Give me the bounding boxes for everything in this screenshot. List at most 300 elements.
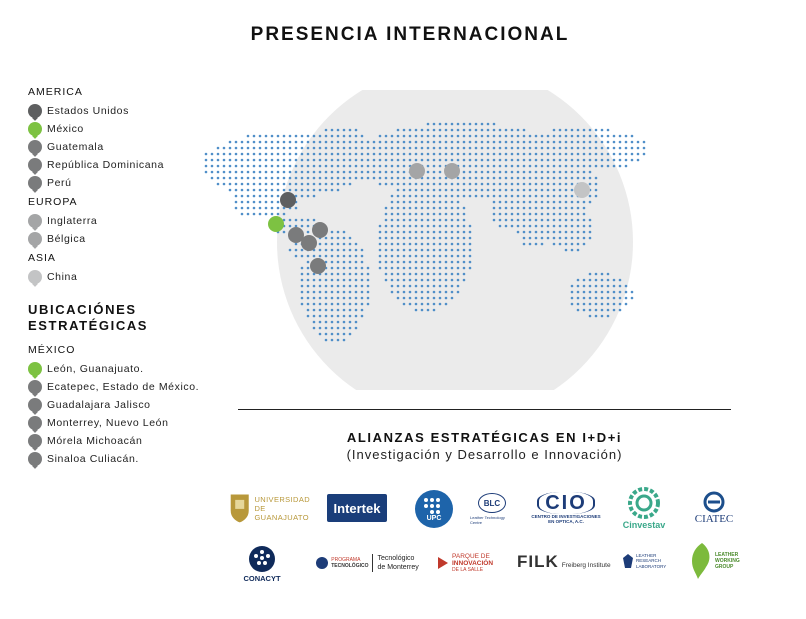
map-dot <box>331 159 334 162</box>
map-dot <box>445 141 448 144</box>
map-dot <box>337 315 340 318</box>
map-dot <box>421 285 424 288</box>
map-dot <box>463 237 466 240</box>
pin-china <box>574 182 590 198</box>
map-dot <box>451 231 454 234</box>
map-dot <box>421 273 424 276</box>
map-dot <box>271 195 274 198</box>
map-dot <box>595 291 598 294</box>
map-dot <box>277 159 280 162</box>
map-dot <box>547 177 550 180</box>
map-dot <box>457 273 460 276</box>
map-dot <box>559 213 562 216</box>
map-dot <box>367 291 370 294</box>
map-dot <box>403 159 406 162</box>
map-dot <box>295 153 298 156</box>
map-dot <box>313 291 316 294</box>
map-dot <box>511 219 514 222</box>
map-dot <box>415 237 418 240</box>
map-dot <box>583 279 586 282</box>
map-dot <box>583 171 586 174</box>
map-dot <box>589 153 592 156</box>
map-dot <box>211 153 214 156</box>
map-dot <box>349 153 352 156</box>
map-dot <box>403 225 406 228</box>
map-dot <box>529 213 532 216</box>
map-dot <box>373 171 376 174</box>
map-dot <box>481 171 484 174</box>
map-dot <box>409 153 412 156</box>
map-dot <box>559 159 562 162</box>
map-dot <box>451 249 454 252</box>
map-dot <box>217 159 220 162</box>
map-dot <box>445 297 448 300</box>
map-dot <box>433 135 436 138</box>
map-dot <box>439 153 442 156</box>
map-dot <box>553 243 556 246</box>
map-dot <box>463 195 466 198</box>
map-dot <box>247 171 250 174</box>
map-dot <box>319 243 322 246</box>
map-dot <box>265 189 268 192</box>
map-dot <box>343 291 346 294</box>
map-dot <box>499 141 502 144</box>
map-dot <box>337 339 340 342</box>
map-dot <box>481 183 484 186</box>
map-dot <box>559 207 562 210</box>
map-dot <box>313 327 316 330</box>
map-dot <box>565 213 568 216</box>
map-dot <box>397 159 400 162</box>
map-dot <box>235 207 238 210</box>
map-dot <box>427 285 430 288</box>
map-dot <box>607 141 610 144</box>
map-dot <box>331 189 334 192</box>
map-dot <box>367 273 370 276</box>
map-dot <box>595 135 598 138</box>
map-dot <box>571 297 574 300</box>
map-dot <box>403 303 406 306</box>
map-dot <box>439 201 442 204</box>
map-dot <box>331 291 334 294</box>
map-dot <box>517 183 520 186</box>
map-dot <box>517 213 520 216</box>
map-dot <box>553 219 556 222</box>
map-dot <box>565 135 568 138</box>
map-dot <box>331 129 334 132</box>
map-dot <box>427 141 430 144</box>
map-dot <box>289 219 292 222</box>
map-dot <box>541 153 544 156</box>
map-dot <box>343 309 346 312</box>
map-dot <box>559 237 562 240</box>
map-dot <box>565 201 568 204</box>
map-dot <box>433 255 436 258</box>
map-dot <box>241 171 244 174</box>
map-dot <box>553 129 556 132</box>
map-dot <box>559 165 562 168</box>
map-dot <box>463 249 466 252</box>
map-dot <box>589 231 592 234</box>
map-dot <box>229 153 232 156</box>
map-dot <box>631 147 634 150</box>
map-dot <box>271 159 274 162</box>
map-dot <box>625 141 628 144</box>
map-dot <box>493 159 496 162</box>
map-dot <box>565 153 568 156</box>
map-dot <box>439 135 442 138</box>
map-dot <box>385 267 388 270</box>
map-dot <box>607 309 610 312</box>
map-pin-icon <box>28 140 42 154</box>
map-dot <box>583 207 586 210</box>
map-dot <box>541 225 544 228</box>
map-dot <box>283 165 286 168</box>
map-dot <box>427 261 430 264</box>
map-dot <box>595 273 598 276</box>
map-dot <box>379 177 382 180</box>
map-dot <box>469 165 472 168</box>
logo-ciatec: CIATEC <box>686 488 742 528</box>
map-dot <box>511 195 514 198</box>
map-dot <box>505 219 508 222</box>
map-dot <box>433 243 436 246</box>
map-dot <box>595 303 598 306</box>
map-dot <box>451 261 454 264</box>
map-dot <box>637 159 640 162</box>
map-dot <box>547 171 550 174</box>
map-dot <box>421 291 424 294</box>
map-dot <box>427 309 430 312</box>
map-dot <box>403 213 406 216</box>
map-dot <box>223 177 226 180</box>
map-dot <box>331 315 334 318</box>
map-dot <box>301 141 304 144</box>
map-dot <box>337 303 340 306</box>
map-dot <box>235 201 238 204</box>
map-dot <box>301 297 304 300</box>
map-dot <box>427 189 430 192</box>
map-dot <box>421 237 424 240</box>
map-dot <box>277 135 280 138</box>
map-dot <box>241 207 244 210</box>
map-dot <box>343 333 346 336</box>
map-dot <box>355 315 358 318</box>
lrl-hide-icon <box>622 553 634 569</box>
map-dot <box>535 135 538 138</box>
map-dot <box>361 267 364 270</box>
map-dot <box>331 153 334 156</box>
map-dot <box>247 135 250 138</box>
map-dot <box>385 159 388 162</box>
map-dot <box>301 189 304 192</box>
map-dot <box>241 165 244 168</box>
map-dot <box>613 159 616 162</box>
map-dot <box>391 153 394 156</box>
map-dot <box>277 177 280 180</box>
map-dot <box>223 165 226 168</box>
map-dot <box>577 165 580 168</box>
map-dot <box>523 147 526 150</box>
map-dot <box>601 297 604 300</box>
map-dot <box>409 207 412 210</box>
map-dot <box>253 165 256 168</box>
map-dot <box>439 231 442 234</box>
map-dot <box>451 123 454 126</box>
map-dot <box>445 243 448 246</box>
map-dot <box>487 177 490 180</box>
pin-inglaterra <box>409 163 425 179</box>
map-dot <box>379 231 382 234</box>
map-dot <box>385 183 388 186</box>
map-dot <box>343 237 346 240</box>
map-dot <box>325 303 328 306</box>
map-dot <box>361 315 364 318</box>
map-dot <box>361 303 364 306</box>
map-dot <box>463 225 466 228</box>
map-dot <box>241 189 244 192</box>
map-dot <box>385 207 388 210</box>
map-dot <box>583 147 586 150</box>
map-dot <box>415 261 418 264</box>
map-dot <box>469 225 472 228</box>
map-dot <box>451 273 454 276</box>
map-dot <box>583 165 586 168</box>
map-dot <box>463 231 466 234</box>
map-dot <box>337 243 340 246</box>
map-dot <box>415 189 418 192</box>
map-dot <box>403 297 406 300</box>
map-dot <box>439 165 442 168</box>
map-dot <box>595 177 598 180</box>
map-dot <box>613 165 616 168</box>
map-dot <box>571 195 574 198</box>
map-dot <box>319 303 322 306</box>
map-dot <box>607 135 610 138</box>
map-dot <box>415 255 418 258</box>
map-dot <box>403 171 406 174</box>
map-dot <box>349 273 352 276</box>
map-dot <box>259 165 262 168</box>
map-dot <box>247 213 250 216</box>
map-dot <box>415 135 418 138</box>
map-dot <box>313 219 316 222</box>
map-dot <box>355 177 358 180</box>
map-dot <box>271 177 274 180</box>
map-dot <box>403 255 406 258</box>
map-dot <box>301 165 304 168</box>
map-dot <box>313 165 316 168</box>
map-dot <box>349 147 352 150</box>
map-dot <box>295 159 298 162</box>
map-dot <box>403 135 406 138</box>
map-dot <box>517 159 520 162</box>
map-dot <box>277 141 280 144</box>
map-dot <box>619 291 622 294</box>
map-dot <box>307 285 310 288</box>
map-dot <box>253 177 256 180</box>
map-dot <box>403 273 406 276</box>
map-dot <box>499 153 502 156</box>
map-dot <box>349 183 352 186</box>
map-dot <box>427 219 430 222</box>
map-dot <box>397 189 400 192</box>
map-dot <box>493 195 496 198</box>
map-dot <box>433 177 436 180</box>
map-dot <box>235 177 238 180</box>
map-dot <box>319 285 322 288</box>
map-dot <box>439 207 442 210</box>
map-dot <box>457 255 460 258</box>
map-dot <box>313 297 316 300</box>
map-dot <box>283 183 286 186</box>
map-dot <box>457 129 460 132</box>
map-dot <box>253 189 256 192</box>
map-dot <box>403 207 406 210</box>
map-dot <box>469 261 472 264</box>
map-dot <box>271 135 274 138</box>
map-dot <box>403 243 406 246</box>
map-dot <box>577 231 580 234</box>
map-dot <box>439 243 442 246</box>
map-dot <box>499 207 502 210</box>
map-dot <box>487 147 490 150</box>
map-dot <box>535 177 538 180</box>
map-dot <box>403 147 406 150</box>
map-dot <box>319 153 322 156</box>
map-dot <box>337 153 340 156</box>
map-dot <box>331 165 334 168</box>
map-dot <box>355 279 358 282</box>
map-dot <box>391 159 394 162</box>
map-dot <box>625 291 628 294</box>
map-dot <box>403 285 406 288</box>
pin-estados-unidos <box>280 192 296 208</box>
map-dot <box>589 219 592 222</box>
map-dot <box>427 255 430 258</box>
map-dot <box>451 285 454 288</box>
map-dot <box>385 213 388 216</box>
map-dot <box>583 135 586 138</box>
map-dot <box>541 207 544 210</box>
map-pin-icon <box>28 270 42 284</box>
map-dot <box>499 129 502 132</box>
map-dot <box>307 183 310 186</box>
map-dot <box>289 153 292 156</box>
map-dot <box>493 177 496 180</box>
map-dot <box>259 141 262 144</box>
map-dot <box>421 129 424 132</box>
map-dot <box>451 147 454 150</box>
map-dot <box>541 135 544 138</box>
map-dot <box>631 159 634 162</box>
map-dot <box>529 165 532 168</box>
map-dot <box>589 141 592 144</box>
map-pin-icon <box>28 416 42 430</box>
map-dot <box>583 225 586 228</box>
map-dot <box>601 303 604 306</box>
map-pin-icon <box>28 232 42 246</box>
map-dot <box>469 243 472 246</box>
map-dot <box>487 189 490 192</box>
map-dot <box>343 249 346 252</box>
map-dot <box>439 225 442 228</box>
upc-dots-icon <box>423 497 445 515</box>
map-dot <box>571 249 574 252</box>
map-dot <box>445 147 448 150</box>
map-dot <box>529 225 532 228</box>
map-dot <box>325 129 328 132</box>
map-dot <box>259 159 262 162</box>
map-dot <box>337 273 340 276</box>
map-dot <box>349 303 352 306</box>
map-dot <box>271 147 274 150</box>
map-dot <box>469 249 472 252</box>
map-dot <box>343 183 346 186</box>
map-dot <box>577 303 580 306</box>
map-dot <box>349 291 352 294</box>
map-dot <box>535 213 538 216</box>
map-dot <box>607 297 610 300</box>
map-dot <box>379 249 382 252</box>
map-dot <box>589 159 592 162</box>
map-dot <box>343 321 346 324</box>
map-dot <box>535 243 538 246</box>
map-dot <box>379 183 382 186</box>
map-dot <box>421 213 424 216</box>
map-dot <box>511 141 514 144</box>
map-dot <box>469 195 472 198</box>
map-dot <box>553 171 556 174</box>
map-dot <box>313 147 316 150</box>
map-dot <box>505 129 508 132</box>
map-dot <box>241 213 244 216</box>
map-dot <box>613 147 616 150</box>
map-dot <box>289 177 292 180</box>
map-dot <box>343 303 346 306</box>
map-dot <box>313 153 316 156</box>
map-dot <box>289 171 292 174</box>
map-dot <box>559 219 562 222</box>
map-dot <box>391 195 394 198</box>
map-dot <box>265 177 268 180</box>
map-dot <box>265 171 268 174</box>
map-dot <box>391 183 394 186</box>
map-dot <box>499 201 502 204</box>
map-dot <box>439 177 442 180</box>
map-dot <box>337 237 340 240</box>
map-dot <box>445 261 448 264</box>
map-dot <box>523 135 526 138</box>
map-dot <box>439 267 442 270</box>
map-dot <box>283 135 286 138</box>
map-dot <box>313 285 316 288</box>
map-dot <box>355 309 358 312</box>
map-dot <box>331 309 334 312</box>
map-dot <box>463 255 466 258</box>
map-dot <box>583 129 586 132</box>
map-dot <box>313 255 316 258</box>
map-dot <box>355 153 358 156</box>
map-dot <box>415 303 418 306</box>
map-pin-icon <box>28 104 42 118</box>
map-dot <box>469 159 472 162</box>
map-dot <box>253 147 256 150</box>
map-dot <box>259 177 262 180</box>
map-dot <box>577 147 580 150</box>
map-dot <box>553 147 556 150</box>
map-dot <box>607 153 610 156</box>
